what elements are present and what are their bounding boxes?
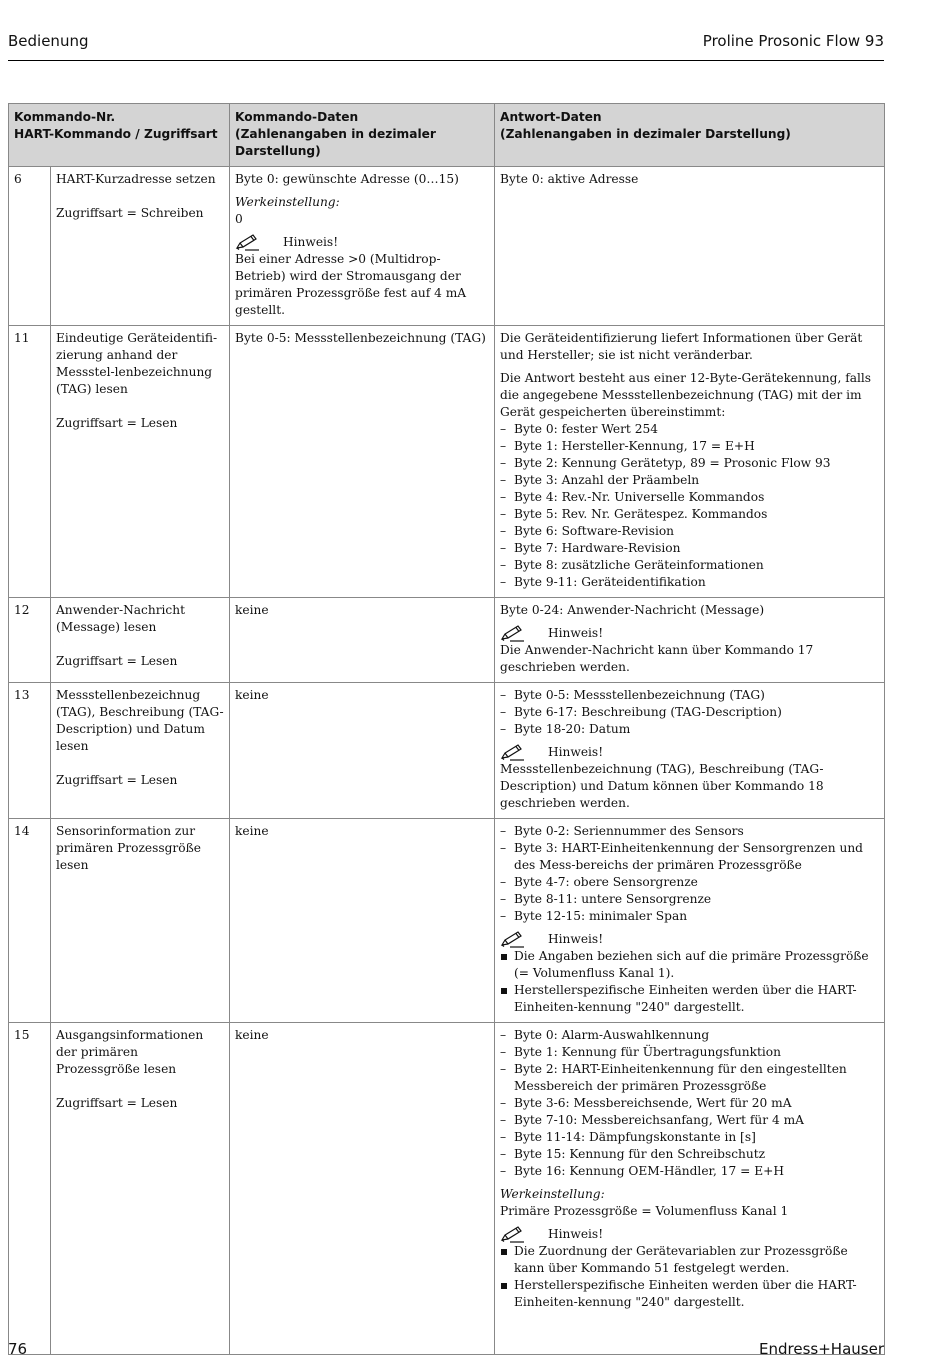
header-col-command-data-line2: (Zahlenangaben in dezimaler Darstellung) [235,127,436,158]
answer-byte-list [500,687,879,738]
answer-paragraph: Die Geräteidentifizierung liefert Informationen über Gerät und Hersteller; sie ist nicht veränderbar. [500,331,863,362]
answer-byte-list [500,421,879,591]
header-col-command-line1: Kommando-Nr. [14,110,116,124]
header-col-answer-data [495,104,885,167]
header-col-answer-data-line1: Antwort-Daten [500,110,602,124]
header-col-command [9,104,230,167]
answer-data [495,819,885,1023]
list-item: – Byte 11-14: Dämpfungskonstante in [s] [500,1129,879,1146]
note-text: Die Anwender-Nachricht kann über Kommando 17 geschrieben werden. [500,643,814,674]
list-item: – Byte 16: Kennung OEM-Händler, 17 = E+H [500,1163,879,1180]
note-label: Hinweis! [283,235,339,249]
list-item: Herstellerspezifische Einheiten werden über die HART-Einheiten-kennung "240" dargestellt. [500,1277,879,1311]
list-item: – Byte 5: Rev. Nr. Gerätespez. Kommandos [500,506,879,523]
factory-setting-value: Primäre Prozessgröße = Volumenfluss Kanal 1 [500,1204,789,1218]
note-bullet-list [500,1243,879,1311]
header-col-answer-data-line2: (Zahlenangaben in dezimaler Darstellung) [500,127,791,141]
command-data [230,819,495,1023]
list-item: – Byte 3: HART-Einheitenkennung der Sensorgrenzen und des Mess-bereichs der primären Prozessgröße [500,840,879,874]
command-name: Eindeutige Geräteidentifi-zierung anhand der Messstel-lenbezeichnung (TAG) lesen [56,331,218,396]
list-item: – Byte 0-2: Seriennummer des Sensors [500,823,879,840]
note-label: Hinweis! [548,1227,604,1241]
factory-setting-label: Werkeinstellung: [500,1187,605,1201]
command-description [51,167,230,326]
command-number: 13 [9,683,51,819]
list-item: – Byte 4-7: obere Sensorgrenze [500,874,879,891]
command-name: Anwender-Nachricht (Message) lesen [56,603,186,634]
command-description [51,1023,230,1355]
note-block [500,931,879,1016]
command-data-line: keine [235,824,269,838]
command-description [51,683,230,819]
header-rule [8,60,884,61]
pencil-note-icon [500,744,534,761]
table-row [9,167,885,326]
list-item: Herstellerspezifische Einheiten werden über die HART-Einheiten-kennung "240" dargestellt. [500,982,879,1016]
list-item: – Byte 7-10: Messbereichsanfang, Wert für 4 mA [500,1112,879,1129]
command-data [230,326,495,598]
command-name: HART-Kurzadresse setzen [56,172,216,186]
note-block [500,744,879,812]
access-mode: Zugriffsart = Lesen [56,773,178,787]
command-name: Ausgangsinformationen der primären Prozessgröße lesen [56,1028,204,1076]
command-data [230,1023,495,1355]
page-number: 76 [8,1340,28,1358]
header-product-title: Proline Prosonic Flow 93 [702,32,884,50]
answer-byte-list [500,823,879,925]
command-data-line: Byte 0-5: Messstellenbezeichnung (TAG) [235,331,486,345]
answer-data [495,683,885,819]
hart-command-table [8,103,885,1355]
command-name: Sensorinformation zur primären Prozessgröße lesen [56,824,201,872]
command-number: 11 [9,326,51,598]
command-data-line: keine [235,1028,269,1042]
header-col-command-data [230,104,495,167]
list-item: – Byte 1: Kennung für Übertragungsfunktion [500,1044,879,1061]
answer-line: Byte 0-24: Anwender-Nachricht (Message) [500,603,765,617]
answer-data [495,167,885,326]
list-item: Die Zuordnung der Gerätevariablen zur Prozessgröße kann über Kommando 51 festgelegt werden. [500,1243,879,1277]
command-description [51,819,230,1023]
command-data [230,598,495,683]
command-data [230,167,495,326]
list-item: – Byte 3-6: Messbereichsende, Wert für 20 mA [500,1095,879,1112]
command-number: 15 [9,1023,51,1355]
list-item: – Byte 0-5: Messstellenbezeichnung (TAG) [500,687,879,704]
table-row [9,326,885,598]
note-label: Hinweis! [548,932,604,946]
factory-setting-value: 0 [235,212,243,226]
table-row [9,683,885,819]
list-item: – Byte 2: Kennung Gerätetyp, 89 = Prosonic Flow 93 [500,455,879,472]
list-item: – Byte 6: Software-Revision [500,523,879,540]
pencil-note-icon [500,625,534,642]
command-description [51,598,230,683]
access-mode: Zugriffsart = Lesen [56,654,178,668]
list-item: – Byte 12-15: minimaler Span [500,908,879,925]
note-label: Hinweis! [548,626,604,640]
command-number: 12 [9,598,51,683]
list-item: – Byte 2: HART-Einheitenkennung für den eingestellten Messbereich der primären Prozessgröße [500,1061,879,1095]
pencil-note-icon [235,234,269,251]
list-item: – Byte 4: Rev.-Nr. Universelle Kommandos [500,489,879,506]
note-text: Messstellenbezeichnung (TAG), Beschreibung (TAG-Description) und Datum können über Kommando 18 geschrieben werden. [500,762,824,810]
note-block [500,1226,879,1311]
answer-byte-list [500,1027,879,1180]
table-row [9,819,885,1023]
list-item: – Byte 0: fester Wert 254 [500,421,879,438]
command-name: Messstellenbezeichnug (TAG), Beschreibung (TAG-Description) und Datum lesen [56,688,224,753]
command-data-line: Byte 0: gewünschte Adresse (0…15) [235,172,459,186]
command-description [51,326,230,598]
command-number: 14 [9,819,51,1023]
pencil-note-icon [500,931,534,948]
factory-setting-label: Werkeinstellung: [235,195,340,209]
note-text: Bei einer Adresse >0 (Multidrop-Betrieb) wird der Stromausgang der primären Prozessgröße fest auf 4 mA gestellt. [235,252,467,317]
note-block [500,625,879,676]
command-number: 6 [9,167,51,326]
access-mode: Zugriffsart = Schreiben [56,206,204,220]
answer-line: Byte 0: aktive Adresse [500,172,639,186]
header-section-title: Bedienung [8,32,89,50]
list-item: – Byte 8: zusätzliche Geräteinformationen [500,557,879,574]
footer-brand: Endress+Hauser [759,1340,884,1358]
list-item: – Byte 7: Hardware-Revision [500,540,879,557]
table-row [9,1023,885,1355]
answer-data [495,598,885,683]
access-mode: Zugriffsart = Lesen [56,416,178,430]
note-bullet-list [500,948,879,1016]
note-block [235,234,489,319]
answer-data [495,326,885,598]
note-label: Hinweis! [548,745,604,759]
pencil-note-icon [500,1226,534,1243]
list-item: – Byte 1: Hersteller-Kennung, 17 = E+H [500,438,879,455]
list-item: – Byte 9-11: Geräteidentifikation [500,574,879,591]
list-item: – Byte 8-11: untere Sensorgrenze [500,891,879,908]
table-row [9,598,885,683]
list-item: – Byte 18-20: Datum [500,721,879,738]
access-mode: Zugriffsart = Lesen [56,1096,178,1110]
answer-paragraph: Die Antwort besteht aus einer 12-Byte-Gerätekennung, falls die angegebene Messstellenbezeichnung (TAG) mit der im Gerät gespeicherten übereinstimmt: [500,371,872,419]
list-item: – Byte 3: Anzahl der Präambeln [500,472,879,489]
header-col-command-data-line1: Kommando-Daten [235,110,359,124]
header-col-command-line2: HART-Kommando / Zugriffsart [14,127,218,141]
list-item: Die Angaben beziehen sich auf die primäre Prozessgröße (= Volumenfluss Kanal 1). [500,948,879,982]
command-data-line: keine [235,688,269,702]
list-item: – Byte 15: Kennung für den Schreibschutz [500,1146,879,1163]
answer-data [495,1023,885,1355]
list-item: – Byte 0: Alarm-Auswahlkennung [500,1027,879,1044]
list-item: – Byte 6-17: Beschreibung (TAG-Description) [500,704,879,721]
table-header-row [9,104,885,167]
command-data [230,683,495,819]
command-data-line: keine [235,603,269,617]
